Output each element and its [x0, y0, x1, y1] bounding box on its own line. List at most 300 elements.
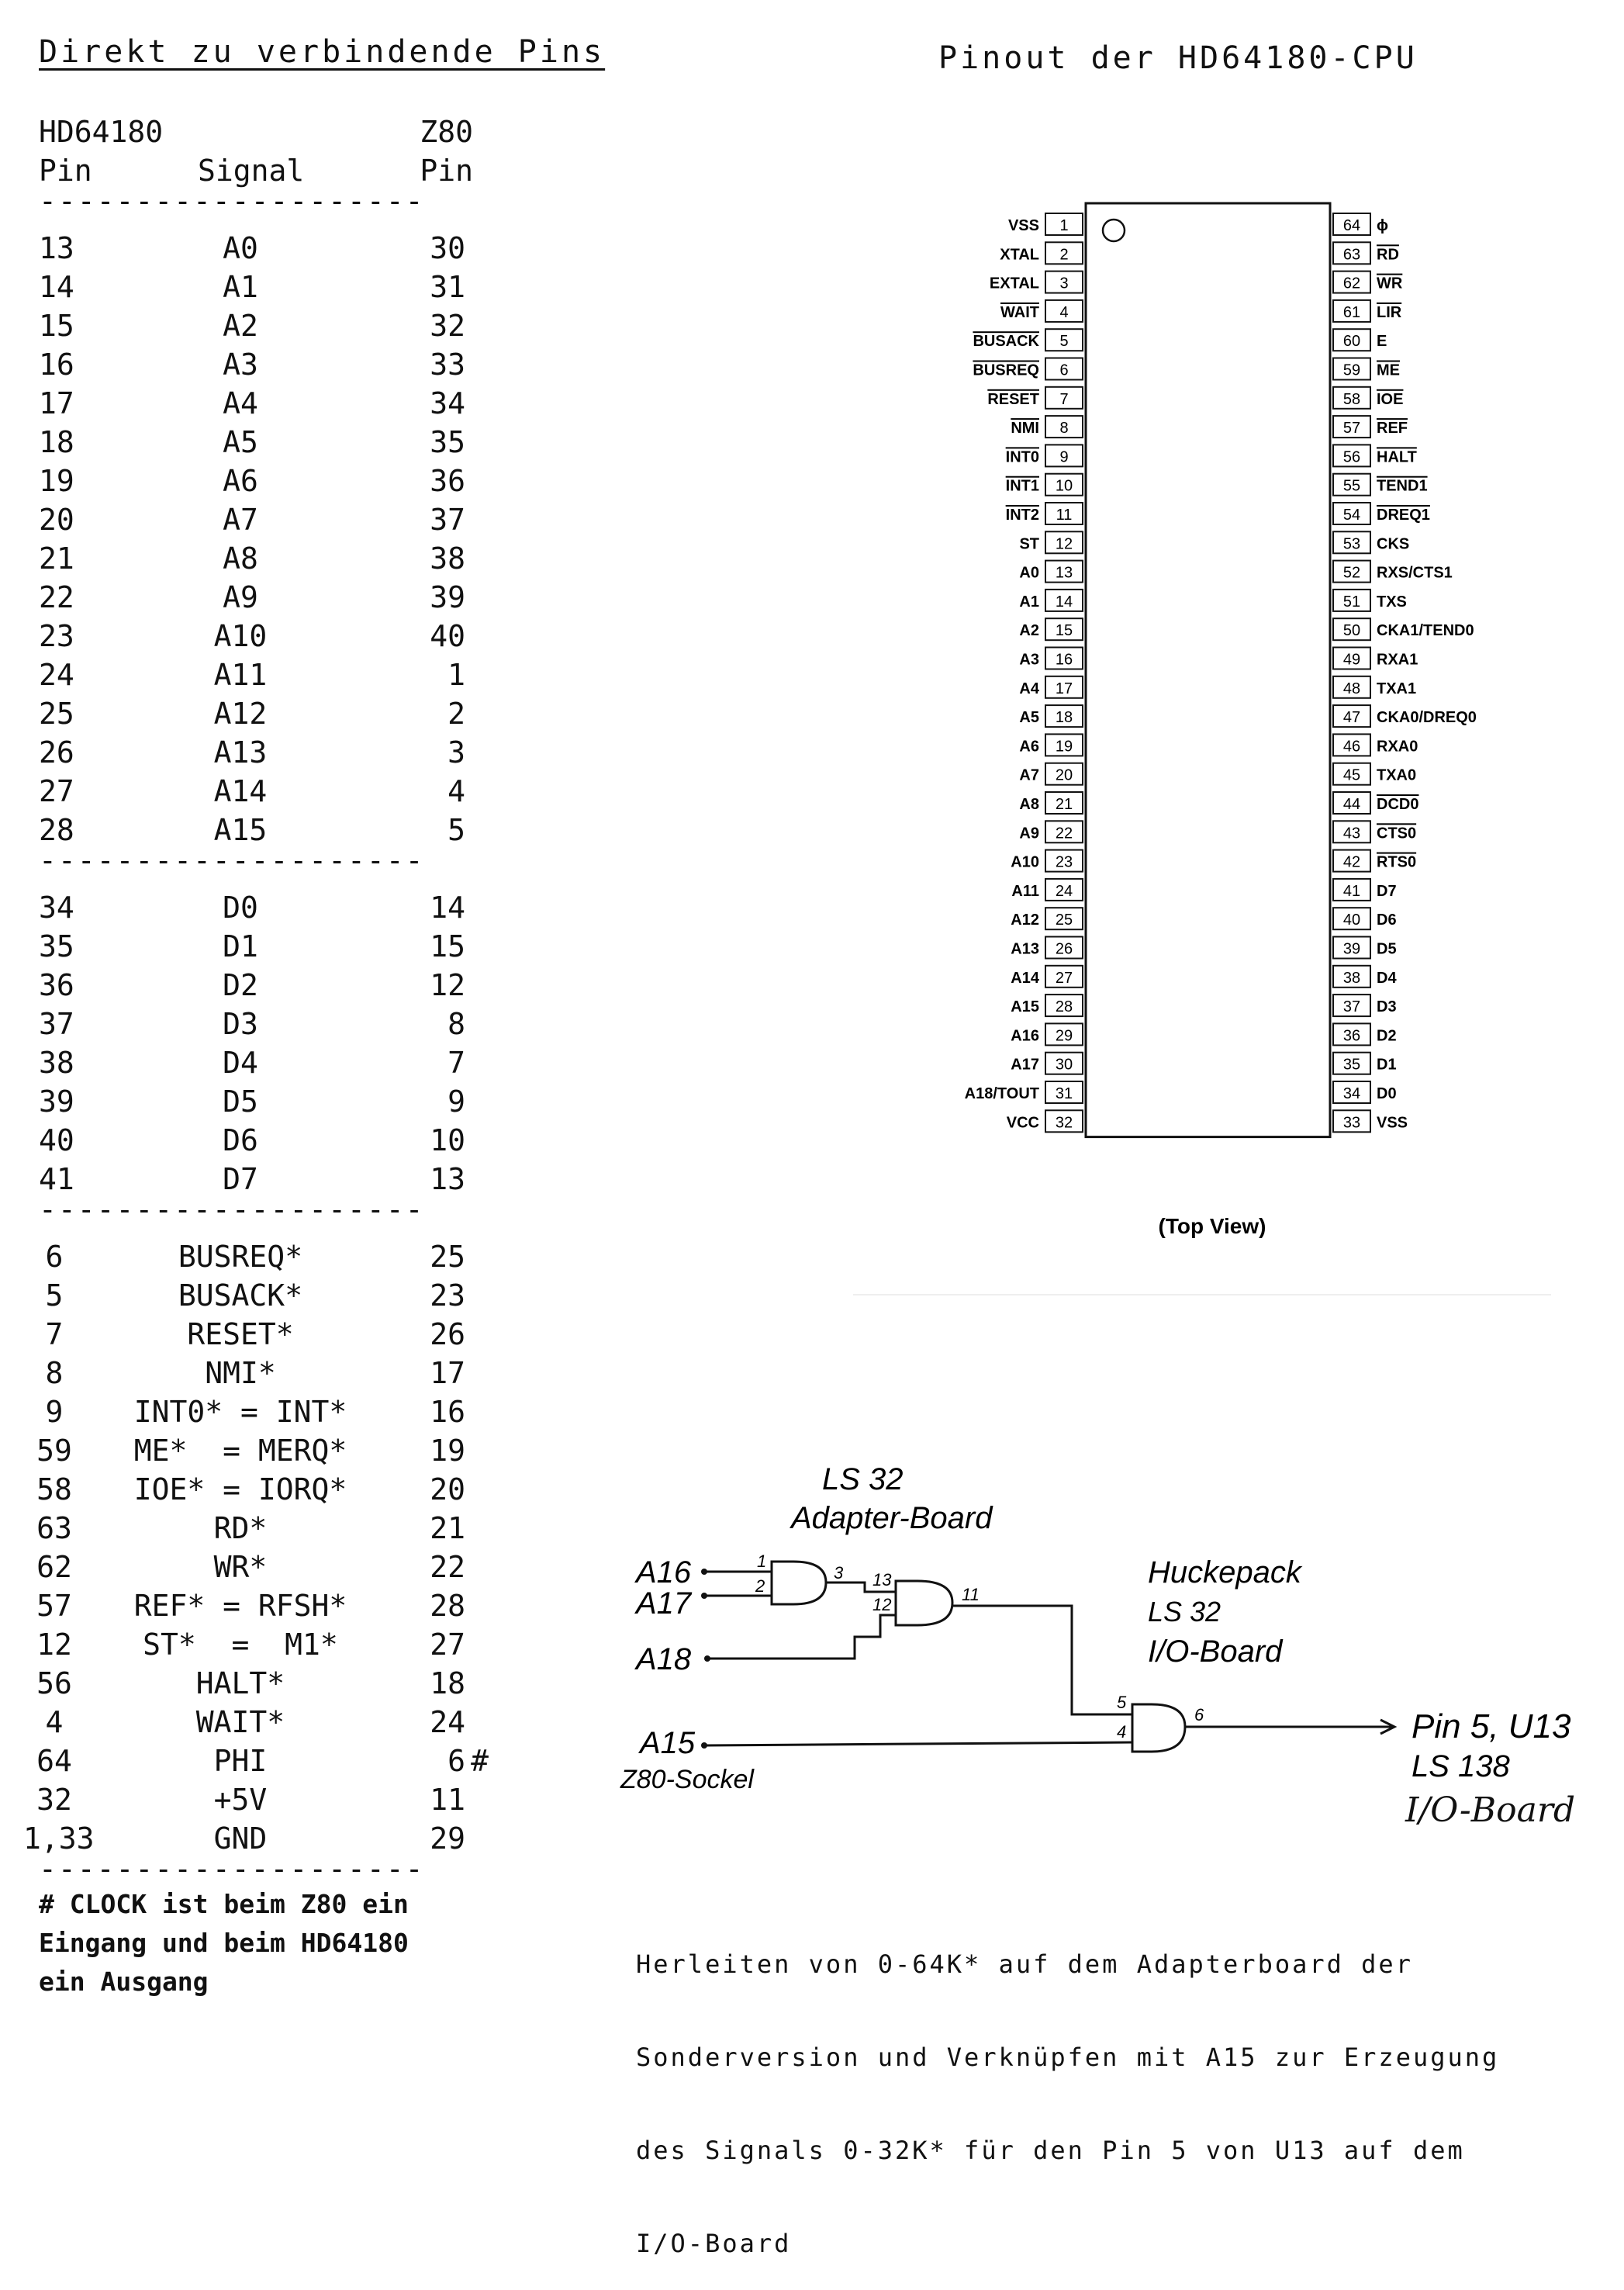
pin-label: TEND1 — [1377, 477, 1428, 495]
z80-pin: 18 — [430, 1666, 465, 1700]
pin-label: D3 — [1377, 998, 1397, 1016]
hd64180-pin: 1,33 — [23, 1821, 95, 1856]
signal-name: ST* = M1* — [143, 1628, 338, 1662]
pin-number: 39 — [1342, 940, 1361, 958]
hd64180-pin: 22 — [39, 580, 74, 614]
pin-label: INT0 — [1005, 448, 1039, 466]
hd64180-pin: 5 — [45, 1278, 64, 1313]
pin-label: A0 — [1019, 564, 1039, 582]
table-separator: -------------------- — [39, 1852, 425, 1886]
pin-number: 30 — [1055, 1056, 1073, 1074]
hd64180-pin: 21 — [39, 541, 74, 576]
hd64180-pin: 12 — [36, 1628, 72, 1662]
signal-name: ME* = MERQ* — [133, 1434, 347, 1468]
z80-pin: 5 — [447, 813, 465, 847]
pin-label: A3 — [1019, 651, 1039, 669]
pin-number: 22 — [1055, 825, 1073, 842]
pin-number: 56 — [1342, 448, 1361, 466]
or-gate-2 — [896, 1581, 952, 1625]
signal-name: D2 — [223, 968, 258, 1002]
pin-number: 45 — [1342, 766, 1361, 784]
label-z80-sockel: Z80-Sockel — [620, 1765, 754, 1794]
z80-pin: 12 — [430, 968, 465, 1002]
table-title: Direkt zu verbindende Pins — [39, 34, 606, 70]
pin-number: 51 — [1342, 593, 1361, 611]
hd64180-pin: 20 — [39, 503, 74, 537]
signal-name: HALT* — [195, 1666, 285, 1700]
note-mark: # — [471, 1744, 489, 1778]
chip-body — [1086, 203, 1330, 1137]
table-row — [36, 1625, 473, 1664]
terminal-a17 — [701, 1593, 707, 1599]
pin-label: 13 — [872, 1570, 892, 1590]
pin-number: 15 — [1055, 622, 1073, 640]
signal-name: INT0* = INT* — [133, 1395, 347, 1429]
label-output-ls138: LS 138 — [1411, 1749, 1510, 1783]
pin-number: 24 — [1055, 882, 1073, 900]
z80-pin: 11 — [430, 1783, 465, 1817]
z80-pin: 36 — [430, 464, 465, 498]
hd64180-pin: 4 — [45, 1705, 64, 1739]
hd64180-pin: 37 — [39, 1007, 74, 1041]
pin-number: 52 — [1342, 564, 1361, 582]
hd64180-pin: 7 — [45, 1317, 64, 1351]
z80-pin: 7 — [447, 1046, 465, 1080]
hd64180-pin: 24 — [39, 658, 74, 692]
pin-label: A11 — [1011, 882, 1039, 900]
signal-name: A12 — [213, 697, 268, 731]
pin-number: 2 — [1059, 246, 1069, 264]
z80-pin: 27 — [430, 1628, 465, 1662]
z80-pin: 24 — [430, 1705, 465, 1739]
pin-label: A2 — [1019, 622, 1039, 640]
head-pin: Pin — [39, 154, 92, 188]
pin-number: 31 — [1055, 1085, 1073, 1102]
z80-pin: 4 — [447, 774, 465, 808]
signal-name: D5 — [223, 1084, 258, 1119]
signal-name: A15 — [213, 813, 268, 847]
pin-number: 1 — [1059, 217, 1069, 234]
z80-pin: 10 — [430, 1123, 465, 1157]
table-row — [39, 1315, 473, 1354]
pinout-caption: (Top View) — [1158, 1214, 1266, 1238]
pin-label: D6 — [1377, 912, 1397, 929]
pin-label: VCC — [1006, 1114, 1039, 1132]
table-row — [39, 694, 473, 733]
pin-label: D5 — [1377, 940, 1397, 958]
terminal-a15 — [701, 1742, 707, 1749]
signal-name: A10 — [213, 619, 268, 653]
z80-pin: 19 — [430, 1434, 465, 1468]
hd64180-pin: 38 — [39, 1046, 74, 1080]
pin-label: A15 — [1011, 998, 1039, 1016]
pin-label: A10 — [1011, 853, 1039, 871]
signal-name: A6 — [223, 464, 258, 498]
pin-number: 6 — [1059, 361, 1069, 379]
z80-pin: 38 — [430, 541, 465, 576]
pin-label: TXA1 — [1377, 680, 1417, 697]
pin-label: WAIT — [1000, 303, 1039, 321]
hd64180-pin: 34 — [39, 891, 74, 925]
pinout-title: Pinout der HD64180-CPU — [938, 40, 1418, 76]
table-head-1 — [39, 112, 473, 151]
table-separator: -------------------- — [39, 1192, 425, 1226]
table-row — [39, 617, 473, 656]
pin-label: A8 — [1019, 796, 1039, 813]
pin-number: 58 — [1342, 390, 1361, 408]
head-signal: Signal — [198, 154, 305, 188]
description — [636, 1887, 1499, 2290]
pin-number: 34 — [1342, 1085, 1361, 1102]
table-row — [39, 462, 473, 500]
pin-number: 54 — [1342, 507, 1361, 524]
pin-number: 44 — [1342, 796, 1361, 813]
pin-label: A18/TOUT — [964, 1085, 1039, 1102]
signal-name: A3 — [223, 348, 258, 382]
z80-pin: 13 — [430, 1162, 465, 1196]
table-row — [36, 1470, 473, 1509]
description-line: des Signals 0-32K* für den Pin 5 von U13 auf dem — [636, 2136, 1465, 2165]
pin-label: XTAL — [1000, 246, 1039, 264]
signal-name: GND — [213, 1821, 268, 1856]
z80-pin: 31 — [430, 270, 465, 304]
z80-pin: 28 — [430, 1589, 465, 1623]
label-ls32: LS 32 — [822, 1462, 904, 1496]
z80-pin: 35 — [430, 425, 465, 459]
pin-number: 17 — [1055, 680, 1073, 697]
head-hd64180: HD64180 — [39, 115, 164, 149]
pin-label: IOE — [1377, 390, 1404, 408]
hd64180-pin: 56 — [36, 1666, 72, 1700]
signal-name: A4 — [223, 386, 258, 420]
pin-number: 9 — [1059, 448, 1069, 466]
or-gate-3 — [1132, 1704, 1185, 1752]
hd64180-pin: 35 — [39, 929, 74, 963]
pin-number: 55 — [1342, 477, 1361, 495]
label-huckepack: Huckepack — [1148, 1555, 1301, 1590]
table-row — [39, 733, 473, 772]
hd64180-pin: 18 — [39, 425, 74, 459]
signal-name: D1 — [223, 929, 258, 963]
label-huck-ls32: LS 32 — [1148, 1596, 1221, 1628]
signal-name: REF* = RFSH* — [133, 1589, 347, 1623]
pin-label: A12 — [1011, 912, 1039, 929]
table-row — [39, 966, 473, 1005]
pin-number: 61 — [1342, 303, 1361, 321]
table-row — [36, 1431, 473, 1470]
footnote-line: Eingang und beim HD64180 — [39, 1928, 409, 1958]
signal-name: A7 — [223, 503, 258, 537]
table-row — [39, 927, 473, 966]
table-row — [39, 578, 473, 617]
z80-pin: 22 — [430, 1550, 465, 1584]
pin-number: 48 — [1342, 680, 1361, 697]
signal-name: RESET* — [187, 1317, 294, 1351]
signal-name: +5V — [213, 1783, 268, 1817]
table-row — [36, 1586, 473, 1625]
footnote-line: ein Ausgang — [39, 1967, 209, 1997]
table-row — [39, 888, 473, 927]
pin-number: 46 — [1342, 738, 1361, 756]
pin-number: 49 — [1342, 651, 1361, 669]
pin-label: ST — [1019, 535, 1039, 553]
pin-number: 62 — [1342, 275, 1361, 292]
description-line: Herleiten von 0-64K* auf dem Adapterboard der — [636, 1949, 1413, 1979]
signal-name: A2 — [223, 309, 258, 343]
pin-number: 42 — [1342, 853, 1361, 871]
pin-number: 33 — [1342, 1114, 1361, 1132]
hd64180-pin: 59 — [36, 1434, 72, 1468]
wire-a18 — [710, 1615, 896, 1659]
signal-name: D3 — [223, 1007, 258, 1041]
z80-pin: 8 — [447, 1007, 465, 1041]
pin-label: CKA0/DREQ0 — [1377, 709, 1477, 727]
pin-number: 60 — [1342, 333, 1361, 351]
table-separator: -------------------- — [39, 843, 425, 877]
pin-number: 19 — [1055, 738, 1073, 756]
pin-label: 3 — [834, 1563, 844, 1583]
pin-label: WR — [1377, 275, 1403, 292]
pin-number: 27 — [1055, 969, 1073, 987]
pin-number: 63 — [1342, 246, 1361, 264]
pin-label: DCD0 — [1377, 796, 1419, 813]
hd64180-pin: 16 — [39, 348, 74, 382]
pin-number: 47 — [1342, 709, 1361, 727]
pin-number: 20 — [1055, 766, 1073, 784]
pin-label: A13 — [1011, 940, 1039, 958]
pin-label: EXTAL — [989, 275, 1039, 292]
pin-label: RD — [1377, 246, 1399, 264]
pin-label: 1 — [757, 1551, 767, 1571]
pin-label: CKS — [1377, 535, 1410, 553]
pin-number: 11 — [1056, 507, 1073, 524]
table-row — [39, 1276, 473, 1315]
pin-number: 38 — [1342, 969, 1361, 987]
signal-name: WAIT* — [195, 1705, 285, 1739]
pin-label: A9 — [1019, 825, 1039, 842]
hd64180-pin: 41 — [39, 1162, 74, 1196]
label-a15: A15 — [640, 1726, 696, 1760]
pin-label: 5 — [1117, 1693, 1127, 1712]
table-row — [39, 268, 473, 306]
pin-label: A14 — [1011, 969, 1039, 987]
pin-number: 10 — [1055, 477, 1073, 495]
hd64180-pin: 64 — [36, 1744, 72, 1778]
pin-label: VSS — [1377, 1114, 1408, 1132]
table-row — [39, 772, 473, 811]
hd64180-pin: 58 — [36, 1472, 72, 1506]
table-row — [36, 1664, 473, 1703]
pin-label: RXA0 — [1377, 738, 1418, 756]
or-gate-1 — [772, 1562, 826, 1604]
pin-number: 57 — [1342, 420, 1361, 438]
hd64180-pin: 13 — [39, 231, 74, 265]
terminal-a16 — [701, 1569, 707, 1575]
pin-label: D1 — [1377, 1056, 1397, 1074]
z80-pin: 32 — [430, 309, 465, 343]
pin-label: TXA0 — [1377, 766, 1417, 784]
signal-name: D7 — [223, 1162, 258, 1196]
pin-label: INT1 — [1005, 477, 1039, 495]
signal-name: BUSACK* — [178, 1278, 303, 1313]
pin-number: 28 — [1055, 998, 1073, 1016]
pin-number: 41 — [1342, 882, 1361, 900]
signal-name: WR* — [213, 1550, 268, 1584]
pin-label: D2 — [1377, 1027, 1397, 1045]
pin-label: A4 — [1019, 680, 1039, 697]
footnote-line: # CLOCK ist beim Z80 ein — [39, 1889, 409, 1919]
label-huck-io-board: I/O-Board — [1148, 1634, 1283, 1669]
pin-label: E — [1377, 333, 1387, 351]
terminal-a18 — [704, 1655, 710, 1662]
signal-name: IOE* = IORQ* — [133, 1472, 347, 1506]
z80-pin: 20 — [430, 1472, 465, 1506]
table-row — [39, 500, 473, 539]
pin-number: 26 — [1055, 940, 1073, 958]
pin-label: RXS/CTS1 — [1377, 564, 1453, 582]
table-row — [39, 306, 473, 345]
z80-pin: 26 — [430, 1317, 465, 1351]
z80-pin: 3 — [447, 735, 465, 770]
signal-name: A5 — [223, 425, 258, 459]
signal-name: A1 — [223, 270, 258, 304]
pin-label: INT2 — [1005, 507, 1039, 524]
pin-label: REF — [1377, 420, 1408, 438]
z80-pin: 37 — [430, 503, 465, 537]
pin-number: 14 — [1055, 593, 1073, 611]
label-a17: A17 — [636, 1586, 692, 1621]
hd64180-pin: 15 — [39, 309, 74, 343]
pin-number: 7 — [1059, 390, 1069, 408]
pin-label: ME — [1377, 361, 1400, 379]
table-row — [36, 1509, 473, 1548]
z80-pin: 15 — [430, 929, 465, 963]
pin-number: 35 — [1342, 1056, 1361, 1074]
table-row — [39, 1237, 473, 1276]
wire-a15 — [706, 1742, 1132, 1745]
label-output-io-board: I/O-Board — [1405, 1790, 1576, 1830]
pin-label: D7 — [1377, 882, 1397, 900]
pin-label: BUSREQ — [973, 361, 1039, 379]
z80-pin: 33 — [430, 348, 465, 382]
pin-label: 4 — [1117, 1722, 1127, 1742]
table-row — [39, 1005, 473, 1043]
signal-name: D4 — [223, 1046, 258, 1080]
z80-pin: 9 — [447, 1084, 465, 1119]
table-row — [39, 1354, 473, 1392]
pin-label: ϕ — [1377, 217, 1388, 234]
label-output-pin: Pin 5, U13 — [1411, 1707, 1571, 1745]
z80-pin: 16 — [430, 1395, 465, 1429]
description-line: I/O-Board — [636, 2229, 792, 2258]
table-row — [36, 1548, 473, 1586]
table-row — [36, 1780, 473, 1819]
divider — [853, 1294, 1551, 1295]
footnote — [39, 1885, 409, 2001]
hd64180-pin: 57 — [36, 1589, 72, 1623]
hd64180-pin: 28 — [39, 813, 74, 847]
pin-label: BUSACK — [973, 333, 1039, 351]
table-row — [39, 1121, 473, 1160]
pin-label: LIR — [1377, 303, 1402, 321]
signal-name: D0 — [223, 891, 258, 925]
signal-name: A13 — [213, 735, 268, 770]
pin-number: 64 — [1342, 217, 1361, 234]
pin-label: A5 — [1019, 709, 1039, 727]
table-row — [36, 1742, 489, 1780]
hd64180-pin: 25 — [39, 697, 74, 731]
z80-pin: 30 — [430, 231, 465, 265]
pin-label: D4 — [1377, 969, 1397, 987]
hd64180-pin: 27 — [39, 774, 74, 808]
hd64180-pin: 32 — [36, 1783, 72, 1817]
label-a18: A18 — [636, 1642, 692, 1676]
table-row — [39, 539, 473, 578]
head-z80: Z80 — [420, 115, 473, 149]
pin-label: 11 — [962, 1585, 980, 1604]
pin-number: 3 — [1059, 275, 1069, 292]
pin-label: 2 — [755, 1576, 765, 1596]
wire-g2-g3 — [952, 1606, 1132, 1714]
z80-pin: 17 — [430, 1356, 465, 1390]
table-row — [39, 384, 473, 423]
pin-label: A17 — [1011, 1056, 1039, 1074]
pin-number: 37 — [1342, 998, 1361, 1016]
signal-name: A11 — [213, 658, 268, 692]
z80-pin: 40 — [430, 619, 465, 653]
z80-pin: 6 — [447, 1744, 465, 1778]
hd64180-pin: 23 — [39, 619, 74, 653]
pin-number: 53 — [1342, 535, 1361, 553]
pin-number: 4 — [1059, 303, 1069, 321]
pin-label: VSS — [1007, 217, 1039, 234]
table-row — [39, 1043, 473, 1082]
z80-pin: 2 — [447, 697, 465, 731]
pin-label: A7 — [1019, 766, 1039, 784]
hd64180-pin: 62 — [36, 1550, 72, 1584]
pin-number: 23 — [1055, 853, 1073, 871]
pin-number: 43 — [1342, 825, 1361, 842]
table-row — [39, 1392, 473, 1431]
z80-pin: 29 — [430, 1821, 465, 1856]
table-row — [39, 423, 473, 462]
z80-pin: 14 — [430, 891, 465, 925]
pinout-diagram — [931, 194, 1489, 1257]
pin-label: HALT — [1377, 448, 1417, 466]
hd64180-pin: 19 — [39, 464, 74, 498]
hd64180-pin: 63 — [36, 1511, 72, 1545]
table-row — [39, 656, 473, 694]
pin-number: 16 — [1055, 651, 1073, 669]
hd64180-pin: 9 — [45, 1395, 64, 1429]
circuit-diagram — [605, 1458, 1613, 1807]
pin-label: CKA1/TEND0 — [1377, 622, 1474, 640]
hd64180-pin: 17 — [39, 386, 74, 420]
pin-number: 21 — [1055, 796, 1073, 813]
pin-number: 13 — [1055, 564, 1073, 582]
pin-number: 36 — [1342, 1027, 1361, 1045]
pin-label: CTS0 — [1377, 825, 1417, 842]
hd64180-pin: 39 — [39, 1084, 74, 1119]
pin-number: 50 — [1342, 622, 1361, 640]
description-line: Sonderversion und Verknüpfen mit A15 zur Erzeugung — [636, 2043, 1500, 2072]
z80-pin: 34 — [430, 386, 465, 420]
pin-label: RXA1 — [1377, 651, 1418, 669]
hd64180-pin: 8 — [45, 1356, 64, 1390]
label-a16: A16 — [636, 1555, 692, 1590]
pin-label: 12 — [872, 1595, 892, 1614]
z80-pin: 23 — [430, 1278, 465, 1313]
